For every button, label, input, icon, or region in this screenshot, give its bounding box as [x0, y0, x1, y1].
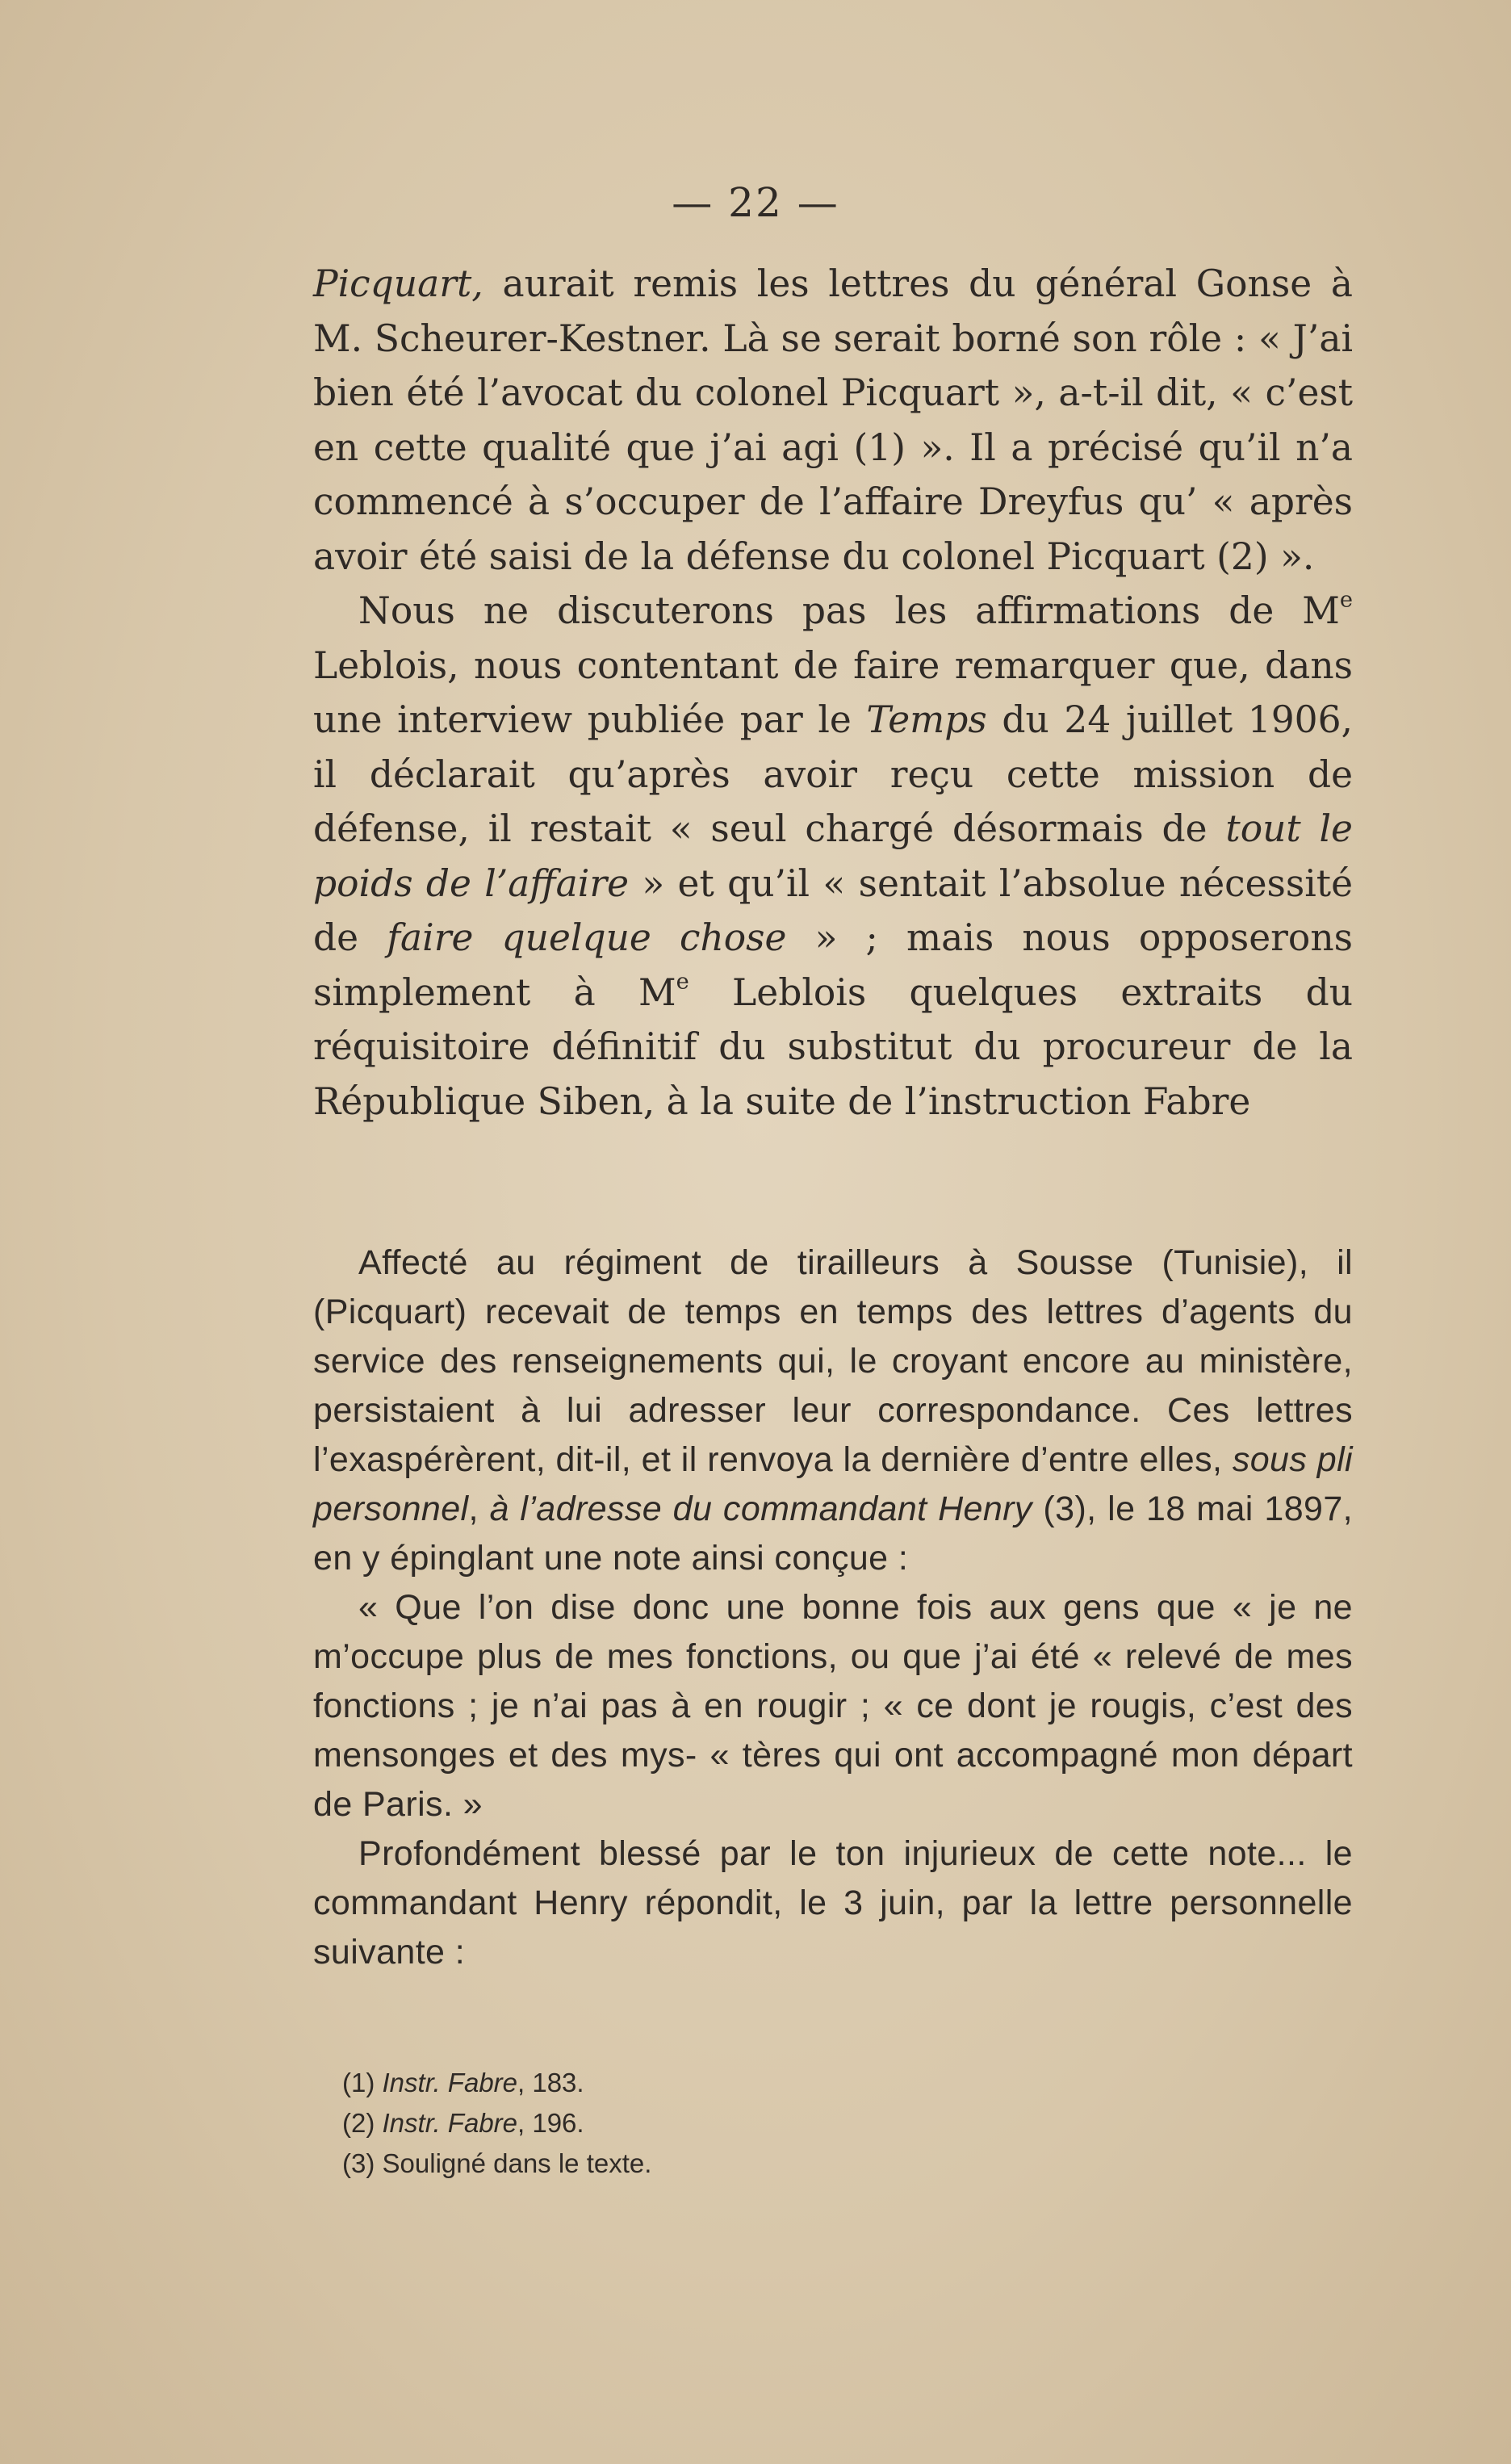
text-span: » ; mais nous opposerons simplement à M: [313, 916, 1353, 1014]
italic-span: tout le poids de l’affaire: [313, 807, 1353, 905]
page-number: — 22 —: [672, 179, 839, 226]
quote-paragraph-1: [313, 1238, 1353, 1583]
footnote-2: [342, 2103, 651, 2143]
quote-paragraph-3: Profondément blessé par le ton injurieux de cette note... le commandant Henry répondit, le 3 juin, par la lettre personnelle suivante :: [313, 1834, 1353, 1972]
italic-span: sous pli personnel: [313, 1440, 1354, 1528]
footnote-ref: , 196.: [517, 2108, 584, 2138]
paragraph-1: [313, 257, 1353, 584]
superscript: e: [676, 969, 689, 995]
footnote-1: [342, 2063, 651, 2103]
main-text: [313, 257, 1353, 1129]
quote-paragraph-2: « Que l’on dise donc une bonne fois aux gens que « je ne m’occupe plus de mes fonctions, ou que j’ai été « relevé de mes fonctions ; je n’ai pas à en rougir ; « ce dont je rougis, c’est des mensonges et des mys- « tères qui ont accompagné mon départ de Paris. »: [313, 1588, 1353, 1824]
italic-span: Picquart,: [313, 262, 483, 305]
text-span: Affecté au régiment de tirailleurs à Sousse (Tunisie), il (Picquart) recevait de temps en temps des lettres d’agents du service des renseignements qui, le croyant encore au ministère, persistaient à lui adresser leur correspondance. Ces lettres l’exaspérèrent, dit-il, et il renvoya la dernière d’entre elles,: [313, 1243, 1353, 1479]
text-span: du 24 juillet 1906, il déclarait qu’après avoir reçu cette mission de défense, il restait « seul chargé désormais de: [313, 698, 1354, 850]
footnotes: [342, 2063, 651, 2184]
text-span: » et qu’il « sentait l’absolue nécessité de: [313, 861, 1353, 959]
text-span: Leblois, nous contentant de faire remarquer que, dans une interview publiée par le: [313, 643, 1353, 741]
superscript: e: [1339, 587, 1353, 613]
quoted-extract: [313, 1238, 1353, 1977]
footnote-number: (1): [342, 2068, 375, 2097]
footnote-text: Souligné dans le texte.: [382, 2148, 652, 2178]
text-span: Nous ne discuterons pas les affirmations de M: [358, 589, 1340, 632]
italic-span: Temps: [866, 698, 987, 741]
footnote-number: (2): [342, 2108, 375, 2138]
paragraph-2: [313, 584, 1353, 1129]
text-span: aurait remis les lettres du général Gonse à M. Scheurer-Kestner. Là se serait borné son rôle : « J’ai bien été l’avocat du colonel Picquart », a-t-il dit, « c’est en cette qualité que j’ai agi (1) ». Il a précisé qu’il n’a commencé à s’occuper de l’affaire Dreyfus qu’ « après avoir été saisi de la défense du colonel Picquart (2) ».: [313, 262, 1353, 578]
footnote-source: Instr. Fabre: [382, 2108, 518, 2138]
text-span: (3), le 18 mai 1897, en y épinglant une note ainsi conçue :: [313, 1490, 1353, 1578]
italic-span: à l’adresse du commandant Henry: [489, 1490, 1032, 1528]
footnote-number: (3): [342, 2148, 375, 2178]
text-span: ,: [468, 1490, 490, 1528]
footnote-ref: , 183.: [517, 2068, 584, 2097]
text-span: Leblois quelques extraits du réquisitoire définitif du substitut du procureur de la République Siben, à la suite de l’instruction Fabre: [313, 970, 1353, 1123]
italic-span: faire quelque chose: [387, 916, 787, 959]
footnote-source: Instr. Fabre: [382, 2068, 518, 2097]
footnote-3: [342, 2143, 651, 2184]
